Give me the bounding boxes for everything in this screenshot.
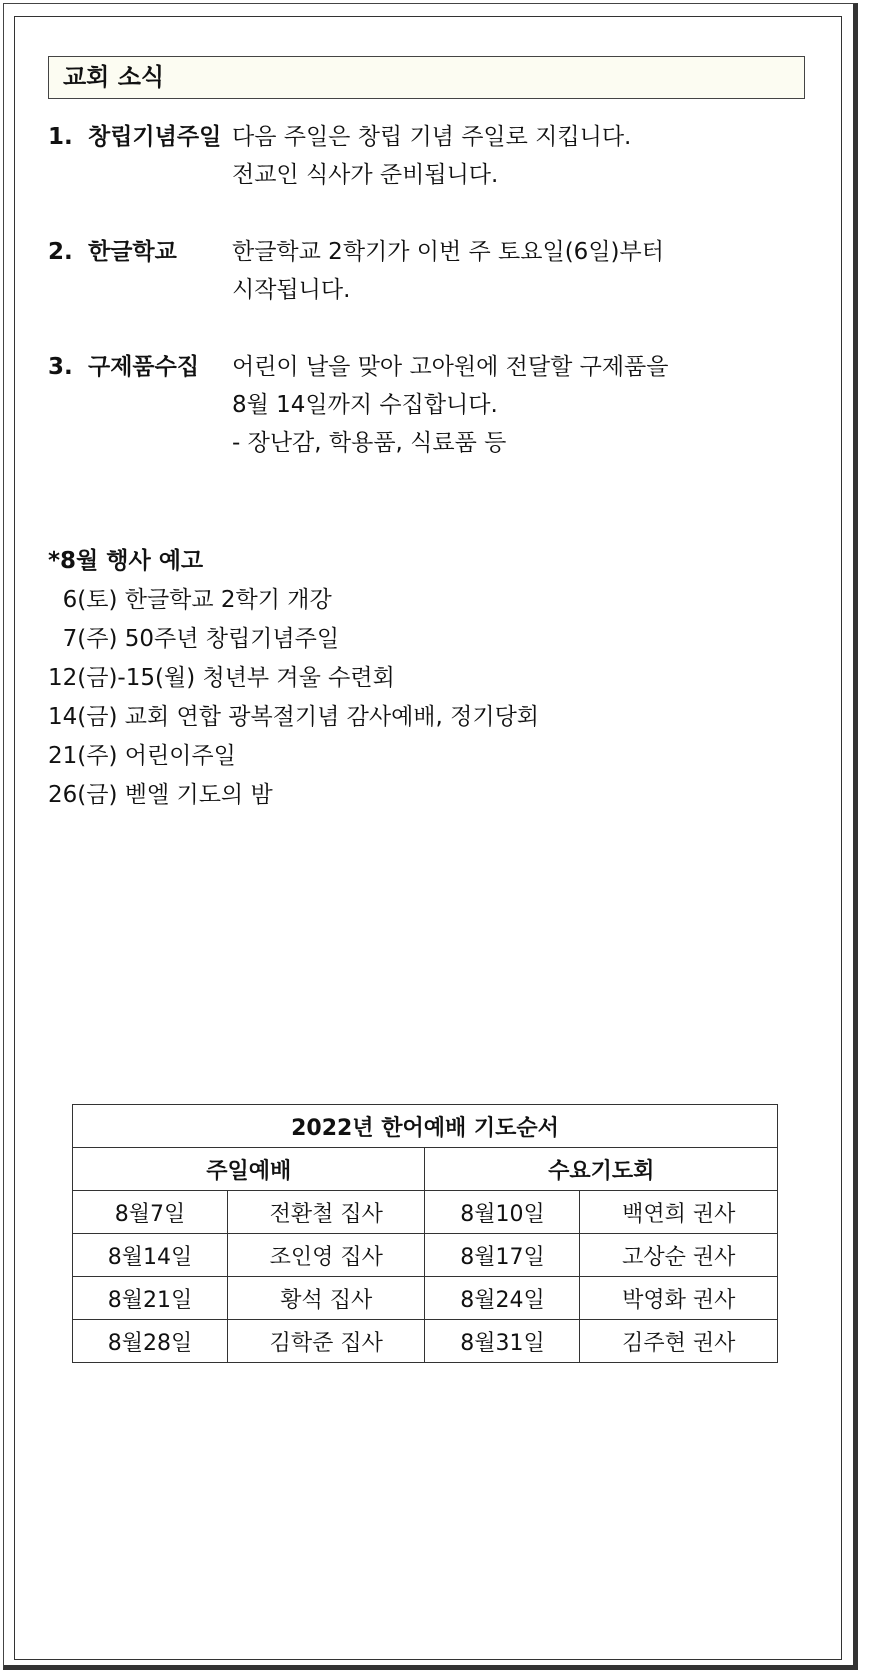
- sunday-person: 김학준 집사: [227, 1320, 425, 1363]
- sunday-person: 조인영 집사: [227, 1234, 425, 1277]
- event-item: 21(주) 어린이주일: [48, 743, 236, 769]
- table-title: 2022년 한어예배 기도순서: [73, 1105, 778, 1148]
- sunday-date: 8월14일: [73, 1234, 228, 1277]
- notice-line: - 장난감, 학용품, 식료품 등: [232, 430, 507, 456]
- event-item: 12(금)-15(월) 청년부 겨울 수련회: [48, 665, 395, 691]
- wednesday-date: 8월17일: [425, 1234, 580, 1277]
- table-row: [73, 1234, 778, 1277]
- sunday-person: 전환철 집사: [227, 1191, 425, 1234]
- table-row: [73, 1277, 778, 1320]
- sunday-person: 황석 집사: [227, 1277, 425, 1320]
- events-title: *8월 행사 예고: [48, 548, 204, 574]
- notice-body: [232, 118, 631, 194]
- event-item: 26(금) 벧엘 기도의 밤: [48, 782, 273, 808]
- notice-number: 1.: [48, 124, 73, 150]
- column-header-sunday: 주일예배: [73, 1148, 425, 1191]
- notice-line: 한글학교 2학기가 이번 주 토요일(6일)부터: [232, 239, 664, 265]
- events-section: [48, 542, 539, 815]
- table-row: [73, 1320, 778, 1363]
- event-item: 7(주) 50주년 창립기념주일: [48, 626, 340, 652]
- wednesday-person: 백연희 권사: [580, 1191, 778, 1234]
- notice-line: 다음 주일은 창립 기념 주일로 지킵니다.: [232, 124, 632, 150]
- notice-number: 3.: [48, 354, 73, 380]
- table-row: [73, 1191, 778, 1234]
- sunday-date: 8월7일: [73, 1191, 228, 1234]
- column-header-wednesday: 수요기도회: [425, 1148, 778, 1191]
- notice-title: 한글학교: [88, 239, 177, 265]
- notice-number: 2.: [48, 239, 73, 265]
- notice-title: 구제품수집: [88, 354, 200, 380]
- sunday-date: 8월28일: [73, 1320, 228, 1363]
- notice-line: 시작됩니다.: [232, 277, 351, 303]
- sunday-date: 8월21일: [73, 1277, 228, 1320]
- wednesday-person: 김주현 권사: [580, 1320, 778, 1363]
- event-item: 6(토) 한글학교 2학기 개강: [48, 587, 332, 613]
- section-header: 교회 소식: [48, 56, 805, 99]
- notice-line: 어린이 날을 맞아 고아원에 전달할 구제품을: [232, 354, 669, 380]
- notice-body: [232, 348, 668, 462]
- wednesday-date: 8월10일: [425, 1191, 580, 1234]
- notice-title: 창립기념주일: [88, 124, 222, 150]
- notice-line: 8월 14일까지 수집합니다.: [232, 392, 498, 418]
- wednesday-person: 박영화 권사: [580, 1277, 778, 1320]
- prayer-schedule-table: [72, 1104, 778, 1363]
- notice-line: 전교인 식사가 준비됩니다.: [232, 162, 499, 188]
- event-item: 14(금) 교회 연합 광복절기념 감사예배, 정기당회: [48, 704, 540, 730]
- notice-body: [232, 233, 664, 309]
- wednesday-date: 8월24일: [425, 1277, 580, 1320]
- wednesday-person: 고상순 권사: [580, 1234, 778, 1277]
- wednesday-date: 8월31일: [425, 1320, 580, 1363]
